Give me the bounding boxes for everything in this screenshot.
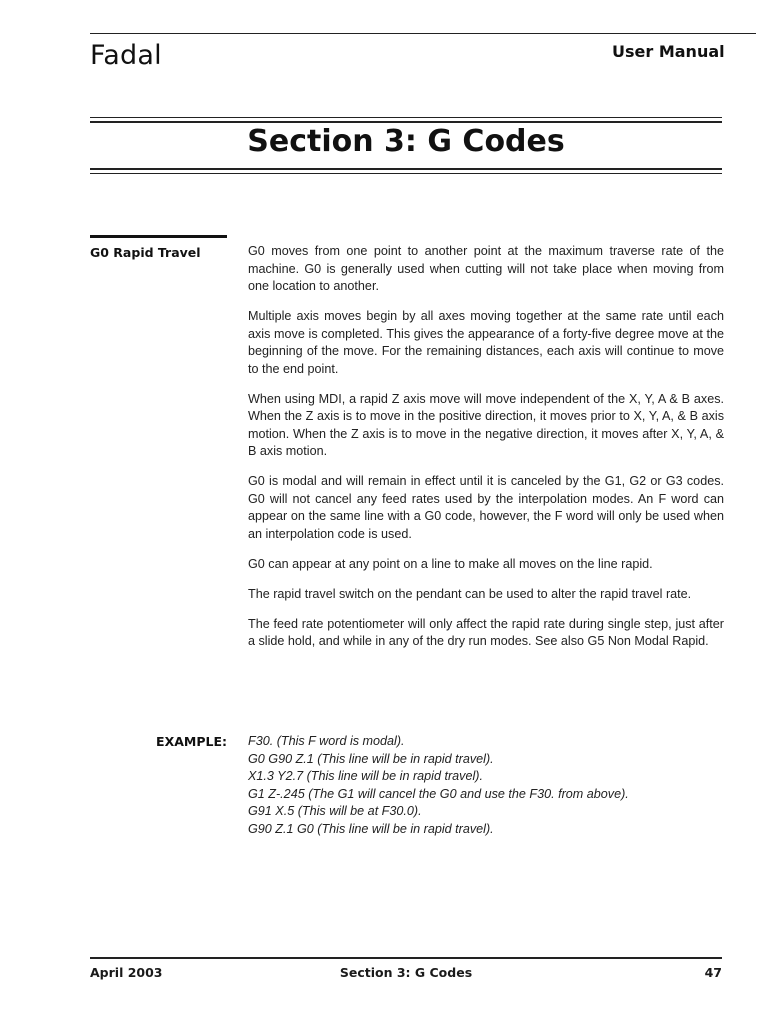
footer-date: April 2003 — [90, 965, 163, 980]
side-heading: G0 Rapid Travel — [90, 245, 201, 260]
header-rule — [90, 33, 756, 34]
example-label: EXAMPLE: — [156, 734, 227, 749]
body-text — [248, 243, 724, 663]
manual-label: User Manual — [612, 42, 725, 61]
code-line: X1.3 Y2.7 (This line will be in rapid travel). — [248, 769, 483, 783]
code-line: G0 G90 Z.1 (This line will be in rapid travel). — [248, 751, 494, 766]
paragraph: G0 is modal and will remain in effect until it is canceled by the G1, G2 or G3 codes. G0 will not cancel any feed rates used by the interpolation modes. An F word can appear on the same line with a G0 code, however, the F word will only be used when an interpolation code is used. — [248, 474, 724, 541]
paragraph: When using MDI, a rapid Z axis move will move independent of the X, Y, A & B axes. When the Z axis is to move in the positive direction, it moves prior to X, Y, A, & B axis motion. When the Z axis is to move in the negative direction, it moves after X, Y, A, & B axis motion. — [248, 391, 724, 458]
title-rule-top — [90, 117, 722, 118]
title-rule-top-thick — [90, 121, 722, 123]
footer-rule — [90, 957, 722, 959]
title-rule-bottom-thick — [90, 168, 722, 170]
code-line: G91 X.5 (This will be at F30.0). — [248, 804, 422, 818]
code-line: G90 Z.1 G0 (This line will be in rapid travel). — [248, 821, 494, 836]
side-heading-rule — [90, 235, 227, 238]
paragraph: G0 moves from one point to another point at the maximum traverse rate of the machine. G0 is generally used when cutting will not take place when moving from one location to another. — [248, 244, 724, 293]
page-number: 47 — [704, 965, 722, 980]
page-title: Section 3: G Codes — [247, 124, 565, 159]
title-rule-bottom — [90, 173, 722, 174]
paragraph: Multiple axis moves begin by all axes moving together at the same rate until each axis move is completed. This gives the appearance of a forty-five degree move at the beginning of the move. For the remaining distances, each axis will continue to move to the end point. — [248, 309, 724, 376]
footer-section: Section 3: G Codes — [339, 965, 473, 980]
example-code — [248, 733, 629, 838]
paragraph: G0 can appear at any point on a line to make all moves on the line rapid. — [248, 556, 653, 571]
brand-name: Fadal — [90, 40, 162, 71]
code-line: G1 Z-.245 (The G1 will cancel the G0 and use the F30. from above). — [248, 786, 629, 801]
paragraph: The feed rate potentiometer will only affect the rapid rate during single step, just after a slide hold, and while in any of the dry run modes. See also G5 Non Modal Rapid. — [248, 616, 724, 648]
code-line: F30. (This F word is modal). — [248, 734, 405, 748]
paragraph: The rapid travel switch on the pendant can be used to alter the rapid travel rate. — [248, 586, 692, 601]
